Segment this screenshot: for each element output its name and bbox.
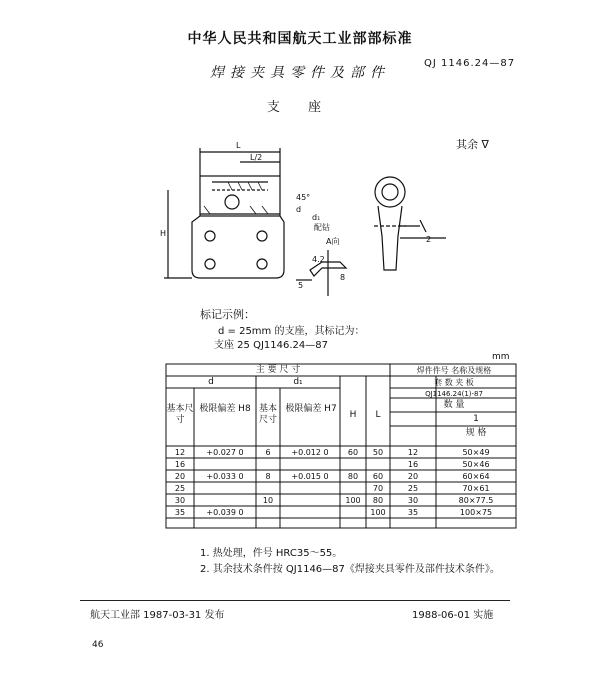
table-main-dim-header: 主 要 尺 寸 bbox=[255, 365, 301, 375]
table-col-H: H bbox=[349, 410, 357, 420]
footer-divider bbox=[80, 600, 510, 601]
table-cell-d: 12 bbox=[174, 448, 186, 457]
table-cell-spec: 70×61 bbox=[462, 484, 490, 493]
table-d1-header: d₁ bbox=[293, 377, 303, 387]
table-cell-H: 100 bbox=[345, 496, 361, 505]
note-2: 2. 其余技术条件按 QJ1146—87《焊接夹具零件及部件技术条件》。 bbox=[200, 564, 500, 575]
table-col-basic2: 基本尺寸 bbox=[258, 404, 277, 425]
table-cell-d: 30 bbox=[174, 496, 186, 505]
dim-d: d bbox=[296, 205, 302, 214]
table-cell-H: 60 bbox=[347, 448, 359, 457]
marking-example-line2: 支座 25 QJ1146.24—87 bbox=[214, 340, 328, 351]
table-cell-n: 30 bbox=[407, 496, 419, 505]
table-cell-dev: +0.039 0 bbox=[206, 508, 244, 517]
table-cell-d: 20 bbox=[174, 472, 186, 481]
dim-42: 4.2 bbox=[312, 255, 325, 264]
dim-d1: d₁ bbox=[312, 213, 321, 222]
table-right-header: 焊件件号 名称及规格 bbox=[416, 366, 492, 375]
standard-header-title: 中华人民共和国航天工业部部标准 bbox=[187, 31, 413, 47]
table-cell-d1: 10 bbox=[262, 496, 274, 505]
table-cell-n: 20 bbox=[407, 472, 419, 481]
table-col-dev2: 极限偏差 H7 bbox=[285, 404, 337, 414]
table-cell-L: 50 bbox=[372, 448, 384, 457]
table-right-sub: 套 数 夹 板 bbox=[434, 378, 474, 387]
dim-angle: 45° bbox=[296, 193, 311, 202]
table-cell-L: 70 bbox=[372, 484, 384, 493]
footer-issued: 航天工业部 1987-03-31 发布 bbox=[90, 610, 225, 621]
standard-code: QJ 1146.24—87 bbox=[424, 58, 516, 69]
dim-8: 8 bbox=[340, 273, 346, 282]
marking-example-line1: d = 25mm 的支座，其标记为： bbox=[218, 326, 365, 337]
table-cell-d1: 6 bbox=[265, 448, 271, 457]
dim-5: 5 bbox=[298, 281, 304, 290]
table-cell-n: 25 bbox=[407, 484, 419, 493]
dim-H: H bbox=[160, 229, 167, 238]
table-col-basic: 基本尺寸 bbox=[166, 404, 194, 425]
table-cell-spec: 100×75 bbox=[459, 508, 493, 517]
page-number: 46 bbox=[92, 640, 104, 650]
table-col-L: L bbox=[375, 410, 381, 420]
table-cell-d: 16 bbox=[174, 460, 186, 469]
table-cell-dev: +0.027 0 bbox=[206, 448, 244, 457]
table-cell-spec: 60×64 bbox=[462, 472, 490, 481]
table-right-qty: 数 量 bbox=[443, 400, 465, 410]
table-cell-d: 25 bbox=[174, 484, 186, 493]
table-cell-spec: 80×77.5 bbox=[458, 496, 494, 505]
table-cell-dev: +0.033 0 bbox=[206, 472, 244, 481]
table-cell-dev1: +0.012 0 bbox=[291, 448, 329, 457]
table-right-one: 1 bbox=[473, 414, 479, 424]
table-cell-L: 80 bbox=[372, 496, 384, 505]
dim-2: 2 bbox=[426, 235, 432, 244]
roughness-note: 其余 ∇ bbox=[456, 138, 489, 151]
footer-implemented: 1988-06-01 实施 bbox=[412, 610, 494, 621]
table-cell-n: 35 bbox=[407, 508, 419, 517]
dim-L: L bbox=[236, 141, 241, 150]
document-subtitle: 焊接夹具零件及部件 bbox=[210, 65, 390, 81]
table-cell-L: 60 bbox=[372, 472, 384, 481]
table-right-spec: 规 格 bbox=[465, 428, 487, 438]
table-cell-d: 35 bbox=[174, 508, 186, 517]
unit-label: mm bbox=[492, 352, 510, 362]
table-cell-spec: 50×46 bbox=[462, 460, 490, 469]
table-cell-n: 16 bbox=[407, 460, 419, 469]
table-d-header: d bbox=[208, 377, 214, 387]
table-cell-d1: 8 bbox=[265, 472, 271, 481]
part-name: 支 座 bbox=[266, 100, 334, 115]
note-1: 1. 热处理，件号 HRC35～55。 bbox=[200, 548, 343, 559]
table-cell-dev1: +0.015 0 bbox=[291, 472, 329, 481]
table-col-dev: 极限偏差 H8 bbox=[199, 404, 251, 414]
table-cell-spec: 50×49 bbox=[462, 448, 490, 457]
table-right-std: QJ1146.24(1)-87 bbox=[425, 390, 483, 398]
marking-example-label: 标记示例： bbox=[200, 308, 255, 321]
dim-L2: L/2 bbox=[250, 153, 263, 162]
pei-zuan: 配钻 bbox=[314, 223, 330, 232]
table-cell-L: 100 bbox=[370, 508, 386, 517]
table-cell-H: 80 bbox=[347, 472, 359, 481]
a-view-label: A向 bbox=[326, 237, 340, 246]
table-cell-n: 12 bbox=[407, 448, 419, 457]
